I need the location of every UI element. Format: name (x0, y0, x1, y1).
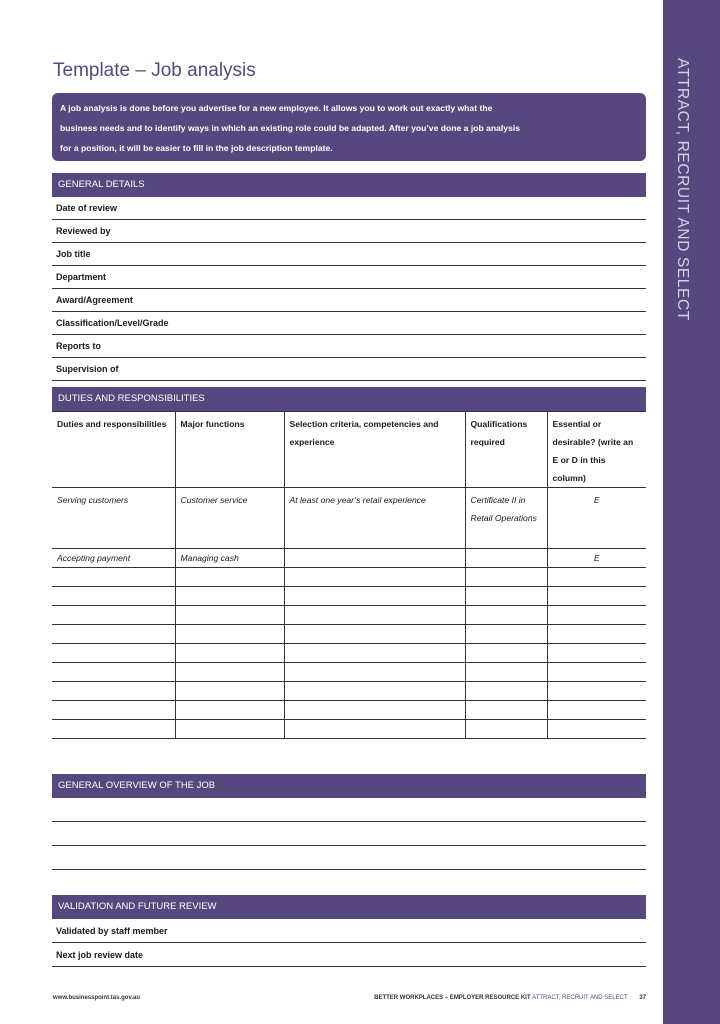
table-row (52, 682, 646, 701)
table-row (52, 488, 646, 549)
column-header: Duties and responsibilities (52, 412, 175, 488)
intro-line: for a position, it will be easier to fill in the job description template. (60, 143, 333, 153)
table-cell[interactable] (284, 568, 465, 587)
table-cell[interactable] (547, 701, 646, 720)
table-cell[interactable]: E (547, 488, 646, 549)
table-cell[interactable] (284, 549, 465, 568)
table-cell[interactable] (547, 644, 646, 663)
table-cell[interactable] (284, 720, 465, 739)
footer-publication (374, 995, 646, 1001)
table-cell[interactable] (465, 587, 547, 606)
table-cell[interactable] (465, 606, 547, 625)
table-row (52, 606, 646, 625)
duties-heading: DUTIES AND RESPONSIBILITIES (52, 387, 646, 411)
table-cell[interactable] (175, 644, 284, 663)
table-cell[interactable] (52, 720, 175, 739)
table-cell[interactable] (175, 663, 284, 682)
overview-line[interactable] (52, 821, 646, 822)
intro-line: A job analysis is done before you advertise for a new employee. It allows you to work out exactly what the (60, 103, 493, 113)
table-row (52, 568, 646, 587)
table-cell[interactable] (465, 720, 547, 739)
table-cell[interactable] (284, 606, 465, 625)
table-cell[interactable] (175, 568, 284, 587)
page-number: 37 (639, 995, 646, 1001)
table-cell[interactable] (547, 625, 646, 644)
table-cell[interactable]: Serving customers (52, 488, 175, 549)
table-cell[interactable] (547, 663, 646, 682)
table-cell[interactable] (52, 644, 175, 663)
table-row (52, 549, 646, 568)
validated-by-field[interactable]: Validated by staff member (52, 920, 646, 943)
next-review-date-field[interactable]: Next job review date (52, 944, 646, 967)
table-cell[interactable] (547, 568, 646, 587)
date-of-review-field[interactable]: Date of review (52, 197, 646, 220)
table-cell[interactable] (547, 606, 646, 625)
table-cell[interactable] (284, 701, 465, 720)
overview-heading: GENERAL OVERVIEW OF THE JOB (52, 774, 646, 798)
table-cell[interactable] (52, 587, 175, 606)
table-cell[interactable] (175, 606, 284, 625)
side-band (663, 0, 720, 1024)
table-cell[interactable] (175, 701, 284, 720)
table-cell[interactable] (284, 663, 465, 682)
table-cell[interactable]: At least one year’s retail experience (284, 488, 465, 549)
duties-table (52, 411, 646, 739)
table-cell[interactable] (547, 587, 646, 606)
table-cell[interactable] (52, 663, 175, 682)
table-cell[interactable] (465, 682, 547, 701)
overview-line[interactable] (52, 845, 646, 846)
duties-header-row (52, 412, 646, 488)
table-cell[interactable] (547, 682, 646, 701)
table-cell[interactable] (52, 701, 175, 720)
table-cell[interactable]: Managing cash (175, 549, 284, 568)
side-band-text: ATTRACT, RECRUIT AND SELECT (674, 58, 691, 321)
footer-section: ATTRACT, RECRUIT AND SELECT (532, 995, 628, 1001)
footer-publication-title: BETTER WORKPLACES – EMPLOYER RESOURCE KIT (374, 995, 531, 1001)
table-cell[interactable] (284, 587, 465, 606)
table-cell[interactable] (465, 625, 547, 644)
table-row (52, 701, 646, 720)
column-header: Qualifications required (465, 412, 547, 488)
department-field[interactable]: Department (52, 266, 646, 289)
table-cell[interactable]: E (547, 549, 646, 568)
page-title: Template – Job analysis (53, 60, 256, 81)
table-cell[interactable]: Customer service (175, 488, 284, 549)
overview-line[interactable] (52, 869, 646, 870)
job-title-field[interactable]: Job title (52, 243, 646, 266)
table-row (52, 587, 646, 606)
table-cell[interactable] (465, 549, 547, 568)
column-header: Major functions (175, 412, 284, 488)
reviewed-by-field[interactable]: Reviewed by (52, 220, 646, 243)
table-row (52, 663, 646, 682)
table-cell[interactable] (175, 682, 284, 701)
table-cell[interactable] (52, 568, 175, 587)
table-cell[interactable] (465, 644, 547, 663)
intro-line: business needs and to identify ways in which an existing role could be adapted. After you’ve done a job analysis (60, 123, 521, 133)
table-cell[interactable] (52, 625, 175, 644)
table-cell[interactable] (175, 720, 284, 739)
table-cell[interactable] (465, 701, 547, 720)
column-header: Selection criteria, competencies and experience (284, 412, 465, 488)
table-cell[interactable]: Accepting payment (52, 549, 175, 568)
table-cell[interactable] (52, 682, 175, 701)
table-row (52, 644, 646, 663)
table-cell[interactable] (547, 720, 646, 739)
classification-field[interactable]: Classification/Level/Grade (52, 312, 646, 335)
table-cell[interactable] (465, 663, 547, 682)
table-cell[interactable] (284, 682, 465, 701)
table-cell[interactable] (284, 644, 465, 663)
table-cell[interactable] (52, 606, 175, 625)
table-row (52, 720, 646, 739)
supervision-of-field[interactable]: Supervision of (52, 358, 646, 381)
table-cell[interactable] (284, 625, 465, 644)
reports-to-field[interactable]: Reports to (52, 335, 646, 358)
validation-heading: VALIDATION AND FUTURE REVIEW (52, 895, 646, 919)
table-row (52, 625, 646, 644)
table-cell[interactable] (175, 625, 284, 644)
award-agreement-field[interactable]: Award/Agreement (52, 289, 646, 312)
column-header: Essential or desirable? (write an E or D in this column) (547, 412, 646, 488)
general-details-heading: GENERAL DETAILS (52, 173, 646, 197)
footer-url: www.businesspoint.tas.gov.au (53, 995, 141, 1001)
table-cell[interactable] (465, 568, 547, 587)
table-cell[interactable]: Certificate II in Retail Operations (465, 488, 547, 549)
intro-box (52, 93, 646, 161)
table-cell[interactable] (175, 587, 284, 606)
